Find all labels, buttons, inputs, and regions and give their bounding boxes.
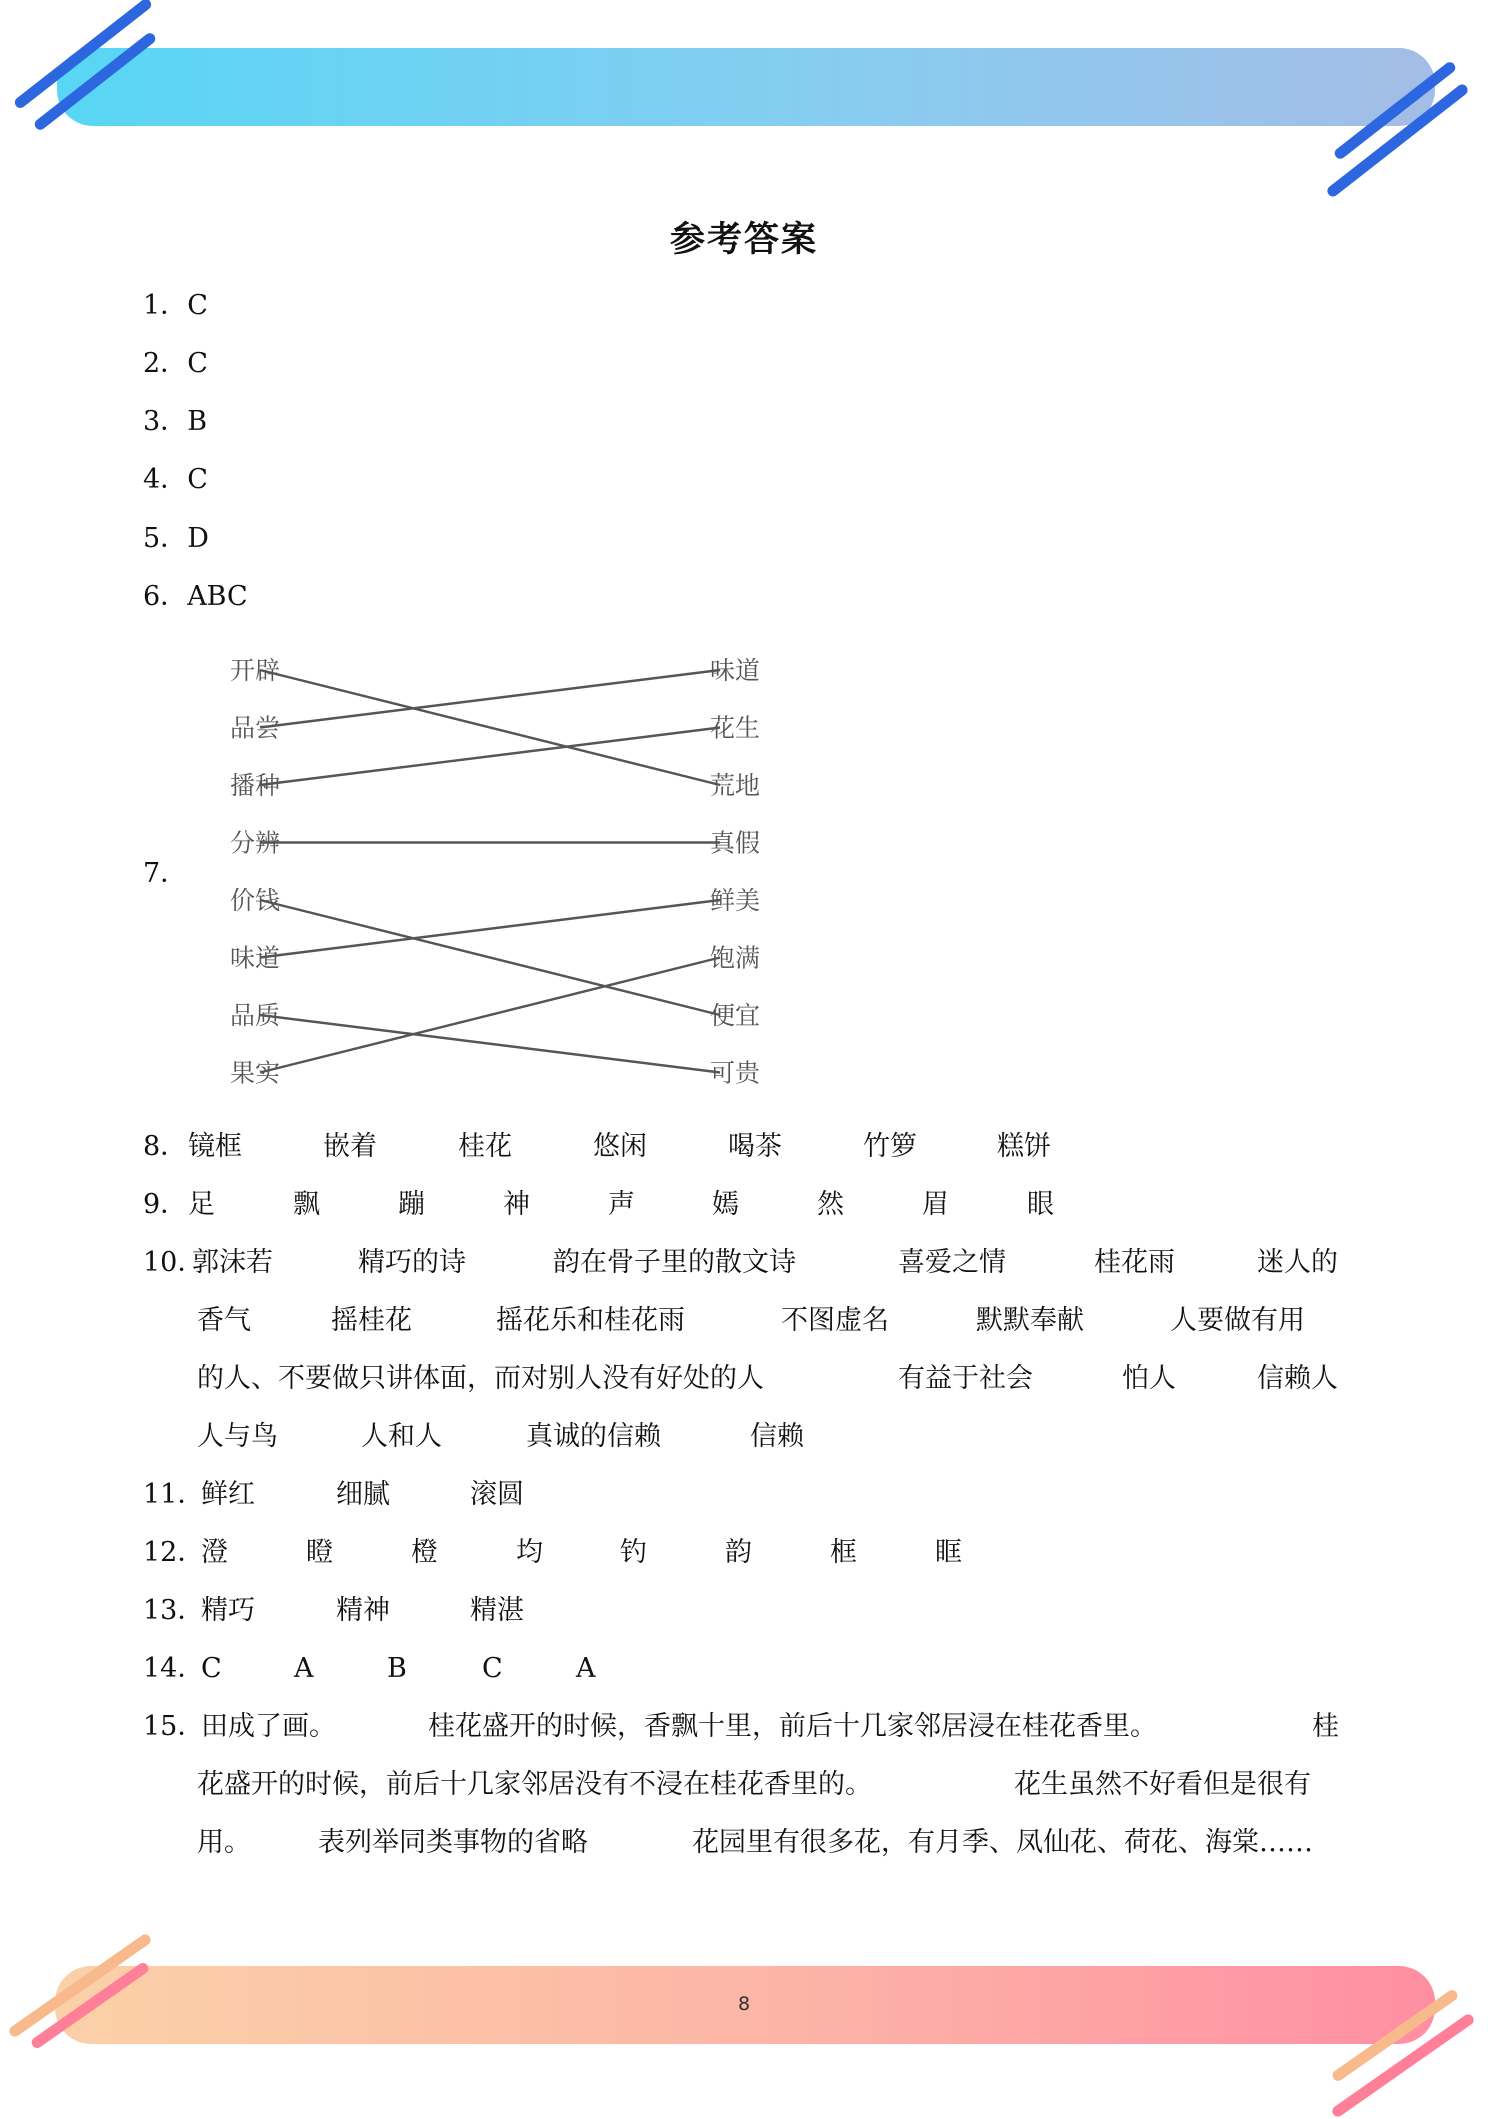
answer-12-item: 瞪	[306, 1537, 333, 1568]
answer-8-item: 悠闲	[593, 1131, 647, 1162]
answer-10-item: 桂花雨	[1094, 1247, 1175, 1278]
answer-10-item: 的人、不要做只讲体面，而对别人没有好处的人	[197, 1363, 764, 1394]
answer-14-item: C	[482, 1653, 503, 1684]
answer-12-item: 韵	[725, 1537, 752, 1568]
answer-12-item: 橙	[411, 1537, 438, 1568]
answer-9-item: 眼	[1027, 1189, 1054, 1220]
answer-13-item: 精湛	[470, 1595, 524, 1626]
answer-10-item: 默默奉献	[976, 1305, 1084, 1336]
answer-10-item: 精巧的诗	[358, 1247, 466, 1278]
answer-6: 6．ABC	[143, 581, 248, 612]
left-word: 果实	[230, 1058, 281, 1088]
right-word: 花生	[710, 713, 761, 743]
answer-15: 15．	[143, 1711, 205, 1742]
answer-6-text: ABC	[187, 581, 248, 612]
answer-10-item: 摇桂花	[331, 1305, 412, 1336]
left-word: 价钱	[230, 886, 281, 915]
right-word: 可贵	[710, 1058, 761, 1088]
answer-9-item: 神	[503, 1189, 530, 1220]
right-word-column	[710, 656, 762, 1088]
answer-7-number: 7．	[143, 858, 188, 889]
answer-10-item: 喜爱之情	[898, 1247, 1006, 1278]
answer-1: 1．C	[143, 290, 208, 321]
match-line	[260, 1015, 720, 1073]
answer-15-item: 田成了画。	[201, 1711, 336, 1742]
answer-3-text: B	[187, 406, 208, 437]
answer-14-item: A	[294, 1653, 314, 1684]
left-word-column	[230, 656, 280, 1088]
answer-13: 13．	[143, 1595, 205, 1626]
answer-10-item: 信赖	[750, 1421, 804, 1452]
answer-9-item: 嫣	[712, 1189, 739, 1220]
answer-10-item: 迷人的	[1257, 1247, 1338, 1278]
answer-14-item: A	[576, 1653, 596, 1684]
answer-14-item: B	[387, 1653, 407, 1684]
answer-8-item: 喝茶	[728, 1131, 782, 1162]
right-word: 便宜	[710, 1001, 761, 1030]
answer-11-item: 细腻	[336, 1479, 390, 1510]
answer-8-item: 嵌着	[323, 1131, 377, 1162]
answer-12-item: 钓	[620, 1537, 647, 1568]
right-word: 鲜美	[710, 886, 761, 915]
left-word: 品尝	[230, 713, 281, 743]
header-banner	[57, 48, 1435, 126]
matching-lines	[260, 670, 720, 1073]
match-line	[260, 900, 720, 1015]
answer-10-item: 真诚的信赖	[526, 1421, 661, 1452]
answer-15-item: 花园里有很多花，有月季、凤仙花、荷花、海棠……	[692, 1827, 1313, 1858]
answer-10-item: 不图虚名	[781, 1305, 889, 1336]
answer-8-item: 镜框	[188, 1131, 242, 1162]
answer-3: 3．B	[143, 406, 208, 437]
answer-9: 9．	[143, 1189, 188, 1220]
answer-13-item: 精巧	[201, 1595, 255, 1626]
answer-8-item: 桂花	[458, 1131, 512, 1162]
answer-10-item: 人与鸟	[197, 1421, 278, 1452]
right-word: 荒地	[710, 771, 761, 800]
answer-10-item: 摇花乐和桂花雨	[496, 1305, 685, 1336]
answer-11-item: 滚圆	[470, 1479, 524, 1510]
answer-10-item: 香气	[197, 1305, 251, 1336]
left-word: 开辟	[230, 656, 281, 685]
answer-12-item: 均	[516, 1537, 543, 1568]
answer-12-item: 眶	[935, 1537, 962, 1568]
answer-9-item: 然	[817, 1189, 844, 1220]
answer-10-item: 韵在骨子里的散文诗	[553, 1247, 796, 1278]
answer-4: 4．C	[143, 464, 208, 495]
answer-11-item: 鲜红	[201, 1479, 255, 1510]
answer-15-item: 表列举同类事物的省略	[318, 1827, 588, 1858]
answer-2: 2．C	[143, 348, 208, 379]
answer-8: 8．	[143, 1131, 188, 1162]
page-title: 参考答案	[669, 220, 818, 260]
answer-9-item: 飘	[293, 1189, 320, 1220]
answer-12-item: 框	[830, 1537, 857, 1568]
right-word: 真假	[710, 828, 761, 858]
answer-9-item: 眉	[922, 1189, 949, 1220]
answer-10-item: 信赖人	[1257, 1363, 1338, 1394]
matching-diagram	[215, 645, 775, 1105]
match-line	[260, 670, 720, 728]
left-word: 分辨	[230, 828, 281, 858]
answer-10: 10．	[143, 1247, 205, 1278]
answer-9-item: 蹦	[398, 1189, 425, 1220]
answer-15-item: 花生虽然不好看但是很有	[1014, 1769, 1311, 1800]
answer-4-text: C	[187, 464, 208, 495]
answer-5-text: D	[187, 523, 209, 554]
answer-12-item: 澄	[201, 1537, 228, 1568]
right-word: 饱满	[710, 943, 761, 973]
answer-10-item: 人和人	[361, 1421, 442, 1452]
answer-14-item: C	[201, 1653, 222, 1684]
answer-10-item: 怕人	[1122, 1363, 1176, 1394]
match-line	[260, 900, 720, 958]
left-word: 味道	[230, 943, 281, 973]
answer-10-item: 郭沫若	[192, 1247, 273, 1278]
left-word: 品质	[230, 1001, 281, 1030]
answer-12: 12．	[143, 1537, 205, 1568]
answer-1-text: C	[187, 290, 208, 321]
answer-15-item: 桂	[1312, 1711, 1339, 1742]
answer-15-item: 花盛开的时候，前后十几家邻居没有不浸在桂花香里的。	[197, 1769, 872, 1800]
answer-10-item: 人要做有用	[1170, 1305, 1305, 1336]
answer-9-item: 足	[188, 1189, 215, 1220]
answer-5: 5．D	[143, 523, 209, 554]
answer-8-item: 竹箩	[863, 1131, 917, 1162]
answer-8-item: 糕饼	[997, 1131, 1051, 1162]
answer-15-item: 用。	[197, 1827, 251, 1858]
left-word: 播种	[230, 771, 281, 800]
answer-15-item: 桂花盛开的时候，香飘十里，前后十几家邻居浸在桂花香里。	[428, 1711, 1157, 1742]
match-line	[260, 728, 720, 786]
match-line	[260, 670, 720, 785]
answer-11: 11．	[143, 1479, 205, 1510]
match-line	[260, 958, 720, 1073]
page-number: 8	[737, 1993, 751, 2015]
answer-2-text: C	[187, 348, 208, 379]
answer-9-item: 声	[608, 1189, 635, 1220]
answer-13-item: 精神	[336, 1595, 390, 1626]
right-word: 味道	[710, 656, 761, 685]
answer-10-item: 有益于社会	[898, 1363, 1033, 1394]
answer-14: 14．	[143, 1653, 205, 1684]
